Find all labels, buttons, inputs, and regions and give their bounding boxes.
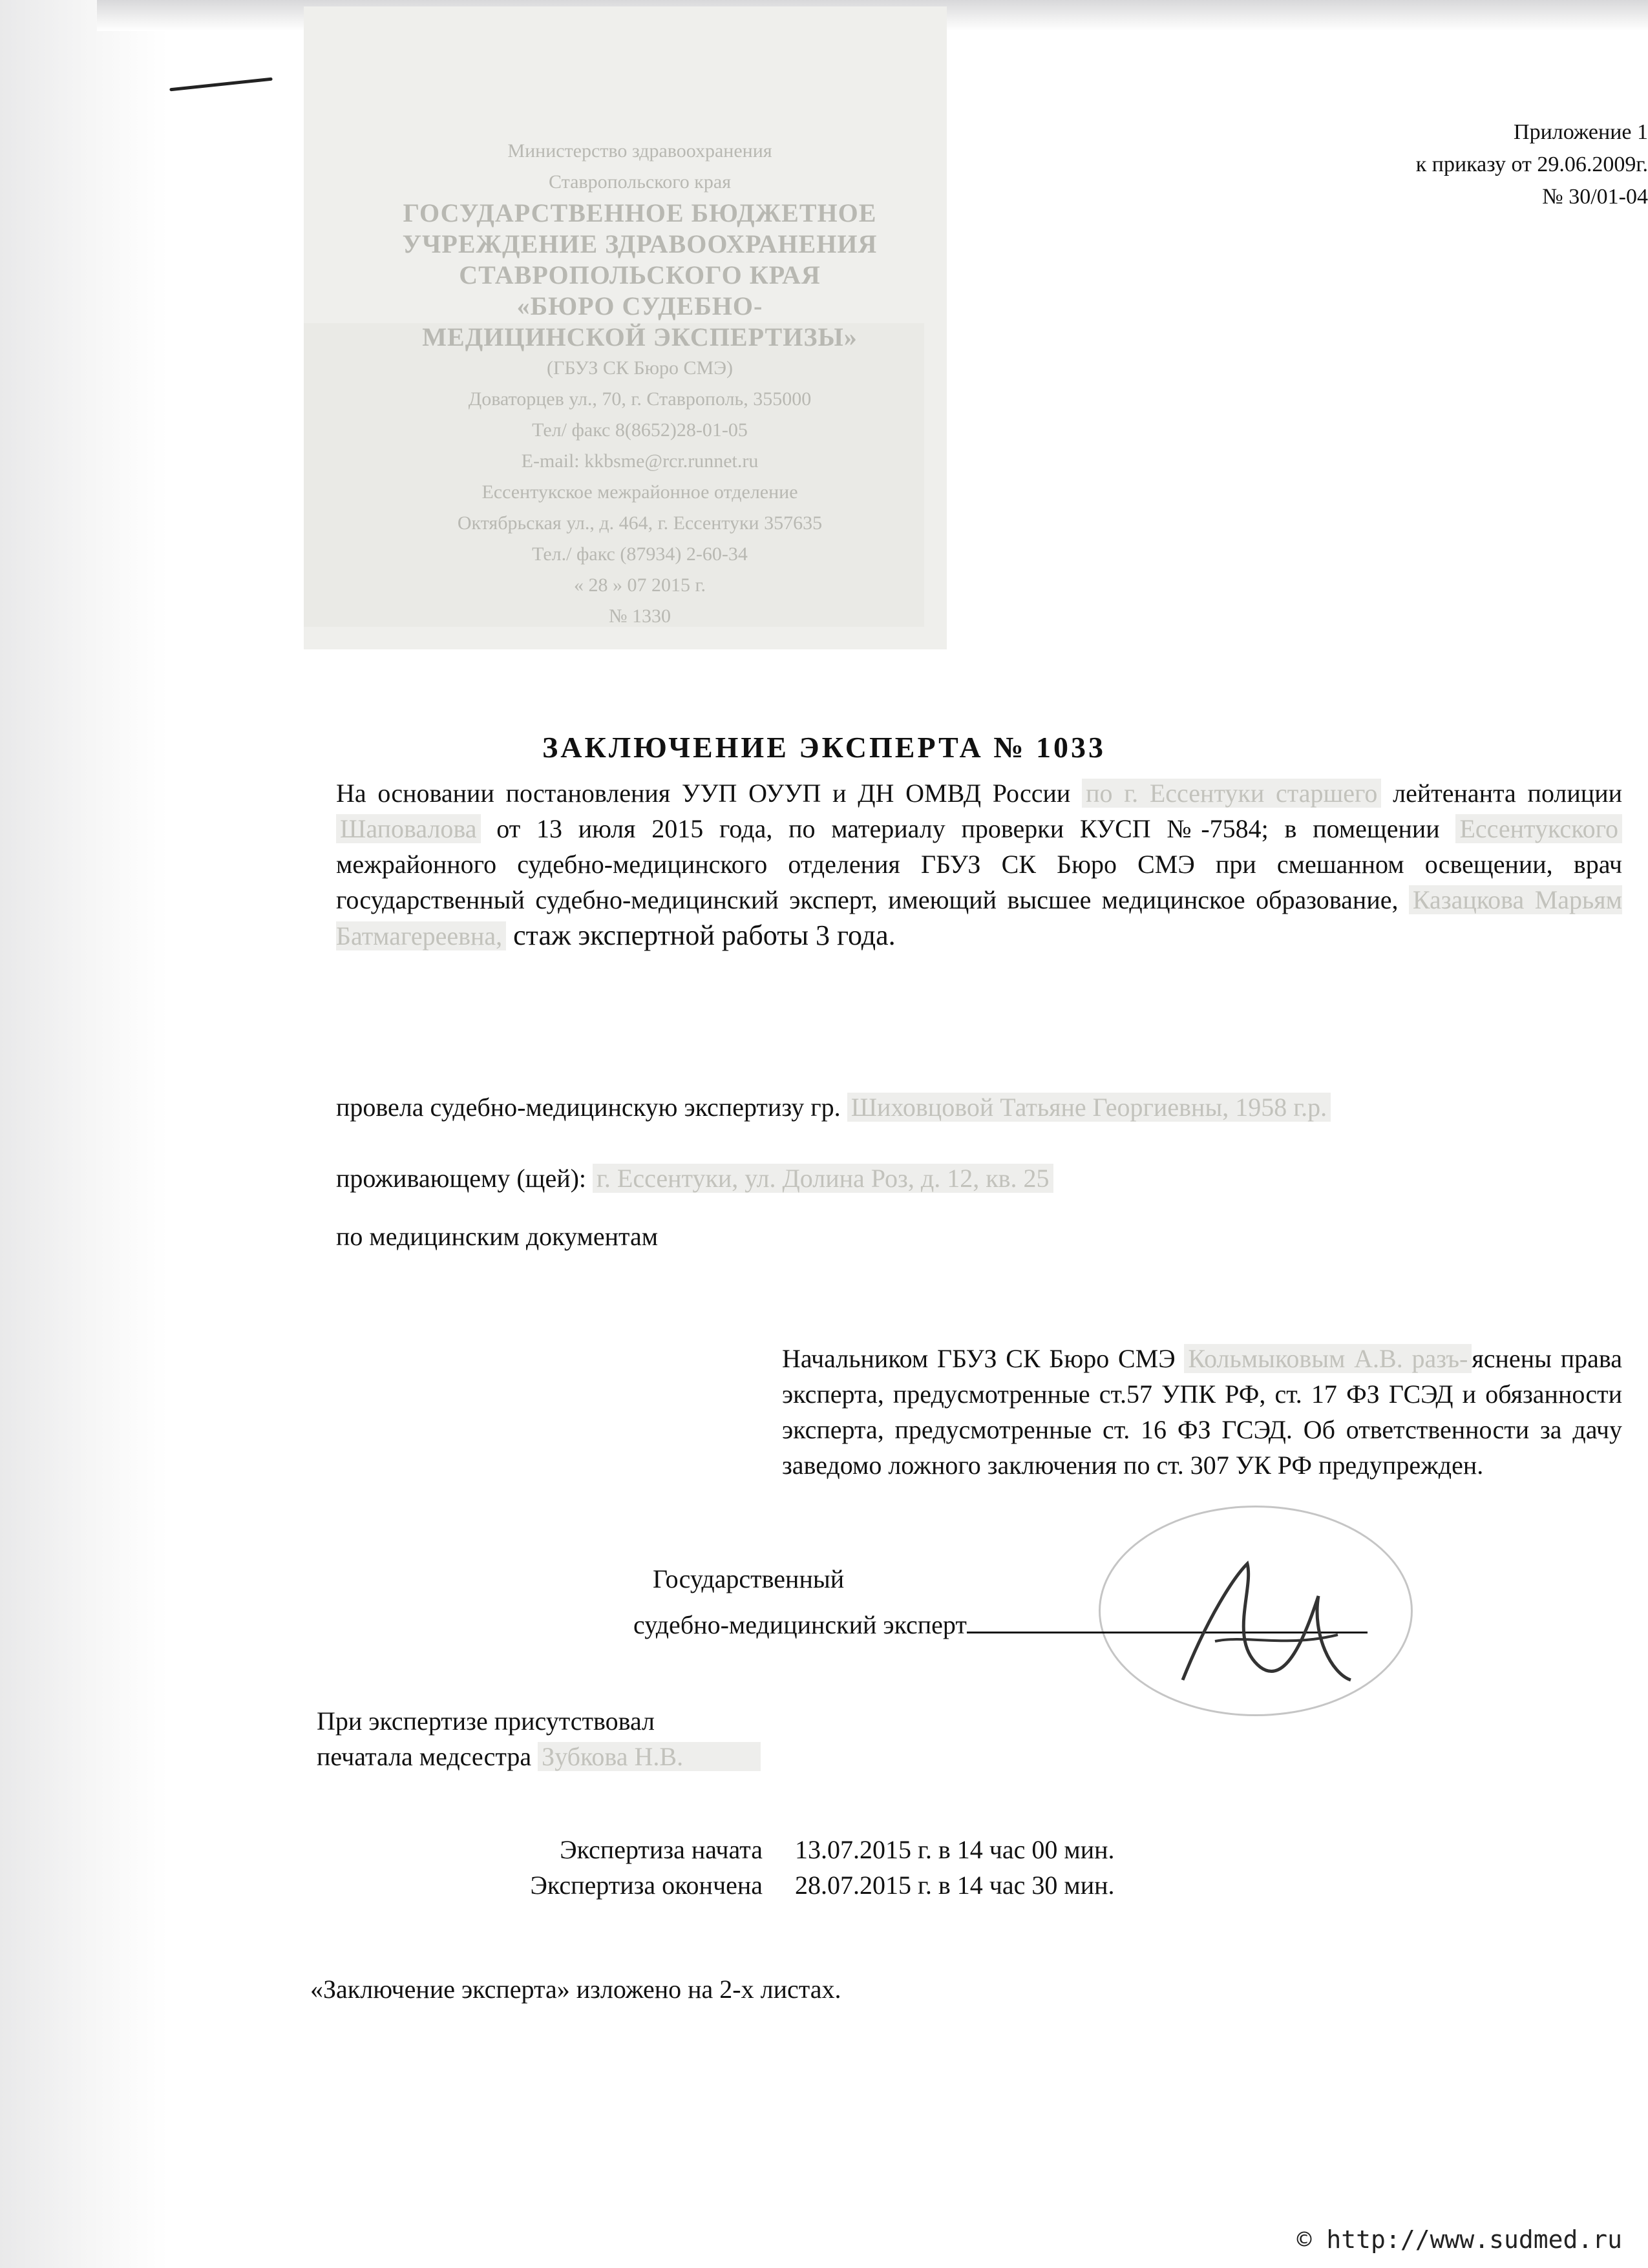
stamp-line: Ессентукское межрайонное отделение [481, 481, 798, 503]
basis-text: межрайонного судебно-медицинского отделения ГБУЗ СК Бюро СМЭ при смешанном освещении, врач государственный судебно-медицинский эксперт, имеющий высшее медицинское образование, [336, 850, 1622, 914]
stamp-line: (ГБУЗ СК Бюро СМЭ) [546, 357, 734, 379]
stamp-line: Министерство здравоохранения [507, 140, 772, 162]
end-row [452, 1867, 1115, 1903]
redacted-field: по г. Ессентуки старшего [1082, 779, 1381, 808]
redacted-field: Шаповалова [336, 814, 481, 843]
stamp-line: Тел/ факс 8(8652)28-01-05 [532, 419, 748, 441]
examined-label: провела судебно-медицинскую экспертизу гр. [336, 1093, 841, 1122]
stamp-line: Октябрьская ул., д. 464, г. Ессентуки 357635 [457, 512, 823, 534]
stamp-line: E-mail: kkbsme@rcr.runnet.ru [521, 450, 759, 472]
typist-label: печатала медсестра [317, 1742, 532, 1771]
appendix-line: № 30/01-04 [1542, 185, 1648, 209]
basis-text: от 13 июля 2015 года, по материалу проверки КУСП №-7584; в помещении [480, 814, 1456, 843]
document-title: ЗАКЛЮЧЕНИЕ ЭКСПЕРТА № 1033 [542, 731, 1106, 764]
residence-line [336, 1163, 1629, 1193]
end-value: 28.07.2015 г. в 14 час 30 мин. [795, 1871, 1115, 1900]
present-line: При экспертизе присутствовал [317, 1706, 655, 1736]
redacted-field: Кольмыковым А.В. разъ- [1184, 1344, 1472, 1373]
appendix-reference [1325, 116, 1648, 213]
timing-block [452, 1832, 1115, 1903]
redacted-field: г. Ессентуки, ул. Долина Роз, д. 12, кв. 25 [593, 1164, 1053, 1193]
basis-paragraph [336, 775, 1622, 954]
start-row [452, 1832, 1115, 1867]
stamp-line: МЕДИЦИНСКОЙ ЭКСПЕРТИЗЫ» [422, 322, 858, 352]
stamp-line: УЧРЕЖДЕНИЕ ЗДРАВООХРАНЕНИЯ [402, 229, 878, 258]
rights-paragraph [782, 1341, 1622, 1483]
stamp-line: Ставропольского края [549, 171, 731, 193]
institution-stamp-text [336, 136, 944, 632]
stamp-line: № 1330 [608, 605, 671, 627]
examined-line [336, 1092, 1629, 1122]
signature-role-line1: Государственный [653, 1564, 845, 1593]
signature-role-text: судебно-медицинский эксперт [633, 1610, 967, 1639]
stamp-line: СТАВРОПОЛЬСКОГО КРАЯ [459, 260, 821, 289]
stamp-line: ГОСУДАРСТВЕННОЕ БЮДЖЕТНОЕ [403, 198, 877, 227]
start-label: Экспертиза начата [560, 1835, 763, 1864]
stamp-line: Тел./ факс (87934) 2-60-34 [532, 543, 748, 565]
redacted-field: Казацкова Марьям Батмагереевна, [336, 885, 1622, 950]
rights-text: Начальником ГБУЗ СК Бюро СМЭ [782, 1344, 1185, 1373]
redacted-field: Ессентукского [1455, 814, 1622, 843]
rights-text: яснены права эксперта, предусмотренные ст.57 УПК РФ, ст. 17 ФЗ ГСЭД и обязанности эксперта, предусмотренные ст. 16 ФЗ ГСЭД. Об ответственности за дачу заведомо ложного заключения по ст. 307 УК РФ предупрежден. [782, 1344, 1622, 1480]
appendix-line: к приказу от 29.06.2009г. [1415, 152, 1648, 176]
medical-documents-note: по медицинским документам [336, 1222, 659, 1251]
appendix-line: Приложение 1 [1514, 120, 1648, 144]
redacted-field: Зубкова Н.В. [538, 1742, 761, 1771]
handwritten-signature [1157, 1538, 1364, 1706]
sheets-note: «Заключение эксперта» изложено на 2-х листах. [310, 1975, 841, 2004]
typist-line [317, 1741, 761, 1772]
end-label: Экспертиза окончена [530, 1871, 763, 1900]
residence-label: проживающему (щей): [336, 1164, 587, 1193]
redacted-field: Шиховцовой Татьяне Георгиевны, 1958 г.р. [847, 1093, 1331, 1122]
stamp-line: « 28 » 07 2015 г. [574, 574, 706, 596]
basis-text: стаж экспертной работы 3 года. [506, 919, 896, 951]
basis-text: лейтенанта полиции [1381, 779, 1623, 808]
start-value: 13.07.2015 г. в 14 час 00 мин. [795, 1835, 1115, 1864]
stamp-line: Доваторцев ул., 70, г. Ставрополь, 355000 [468, 388, 812, 410]
basis-text: На основании постановления УУП ОУУП и ДН ОМВД России [336, 779, 1083, 808]
watermark-url: © http://www.sudmed.ru [1296, 2225, 1622, 2254]
stamp-line: «БЮРО СУДЕБНО- [516, 291, 763, 320]
